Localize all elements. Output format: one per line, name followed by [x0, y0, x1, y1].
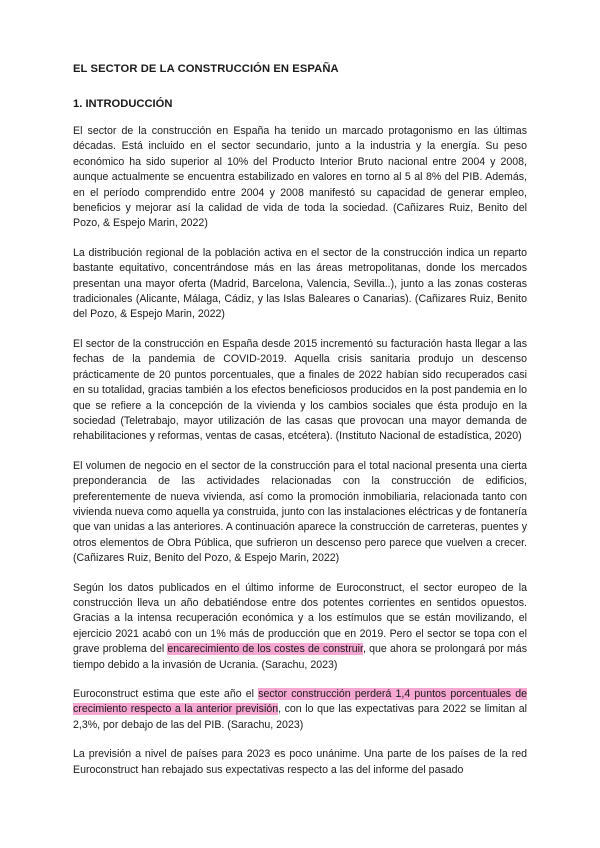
paragraph-2: La distribución regional de la población activa en el sector de la construcción indica un reparto bastante equitativo, concentrándose más en las áreas metropolitanas, donde los mercados presentan una mayor oferta (Madrid, Barcelona, Valencia, Sevilla..), junto a las zonas costeras tradicionales (Alicante, Málaga, Cádiz, y las Islas Baleares o Canarias). (Cañizares Ruiz, Benito del Pozo, & Espejo Marin, 2022)	[73, 246, 527, 321]
paragraph-6-text-after: , con lo que las expectativas para 2022 se limitan al 2,3%, por debajo de las del PIB. (Sarachu, 2023)	[73, 703, 528, 731]
paragraph-4: El volumen de negocio en el sector de la construcción para el total nacional presenta una cierta preponderancia de las actividades relacionadas con la construcción de edificios, preferentemente de nueva vivienda, así como la promoción inmobiliaria, relacionada tanto con vivienda nueva como aquella ya construida, junto con las instalaciones eléctricas y de fontanería que van unidas a las anteriores. A continuación aparece la construcción de carreteras, puentes y otros elementos de Obra Pública, que sufrieron un descenso pero parece que vuelven a crecer. (Cañizares Ruiz, Benito del Pozo, & Espejo Marin, 2022)	[73, 459, 527, 565]
paragraph-7: La previsión a nivel de países para 2023 es poco unánime. Una parte de los países de la red Euroconstruct han rebajado sus expectativas respecto a las del informe del pasado	[73, 748, 527, 776]
paragraph-5-text-after: , que ahora se prolongará por más tiempo debido a la invasión de Ucrania. (Sarachu, 2023)	[73, 643, 527, 671]
paragraph-5	[73, 581, 527, 673]
paragraph-5-text-before: Según los datos publicados en el último informe de Euroconstruct, el sector europeo de la construcción lleva un año debatiéndose entre dos potentes corrientes en sentidos opuestos. Gracias a la intensa recuperación económica y a los estímulos que se están movilizando, el ejercicio 2021 acabó con un 1% más de producción que en 2019. Pero el sector se topa con el grave problema del	[73, 581, 527, 656]
paragraph-3: El sector de la construcción en España desde 2015 incrementó su facturación hasta llegar a las fechas de la pandemia de COVID-2019. Aquella crisis sanitaria produjo un descenso prácticamente de 20 puntos porcentuales, que a finales de 2022 habían sido recuperados casi en su totalidad, gracias también a los efectos beneficiosos producidos en la post pandemia en lo que se refiere a la concepción de la vivienda y los cambios sociales que ésta produjo en la sociedad (Teletrabajo, mayor utilización de las casas que provocan una mayor demanda de rehabilitaciones y reformas, ventas de casas, etcétera). (Instituto Nacional de estadística, 2020)	[73, 337, 527, 443]
document-title: EL SECTOR DE LA CONSTRUCCIÓN EN ESPAÑA	[73, 63, 339, 75]
paragraph-6-text-before: Euroconstruct estima que este año el	[73, 688, 259, 700]
paragraph-6	[73, 687, 527, 733]
section-heading-introduccion: 1. INTRODUCCIÓN	[73, 98, 173, 110]
paragraph-1: El sector de la construcción en España ha tenido un marcado protagonismo en las últimas décadas. Está incluido en el sector secundario, junto a la industria y la energía. Su peso económico ha sido superior al 10% del Producto Interior Bruto nacional entre 2004 y 2008, aunque actualmente se encuentra estabilizado en valores en torno al 5 al 8% del PIB. Además, en el período comprendido entre 2004 y 2008 manifestó su capacidad de generar empleo, beneficios y mejorar así la calidad de vida de toda la sociedad. (Cañizares Ruiz, Benito del Pozo, & Espejo Marin, 2022)	[73, 125, 527, 230]
highlight-puntos-porcentuales: sector construcción perderá 1,4 puntos porcentuales de crecimiento respecto a la anterior previsión	[73, 688, 527, 716]
highlight-costes-construir: encarecimiento de los costes de construir	[167, 643, 363, 656]
document-body	[73, 62, 527, 792]
